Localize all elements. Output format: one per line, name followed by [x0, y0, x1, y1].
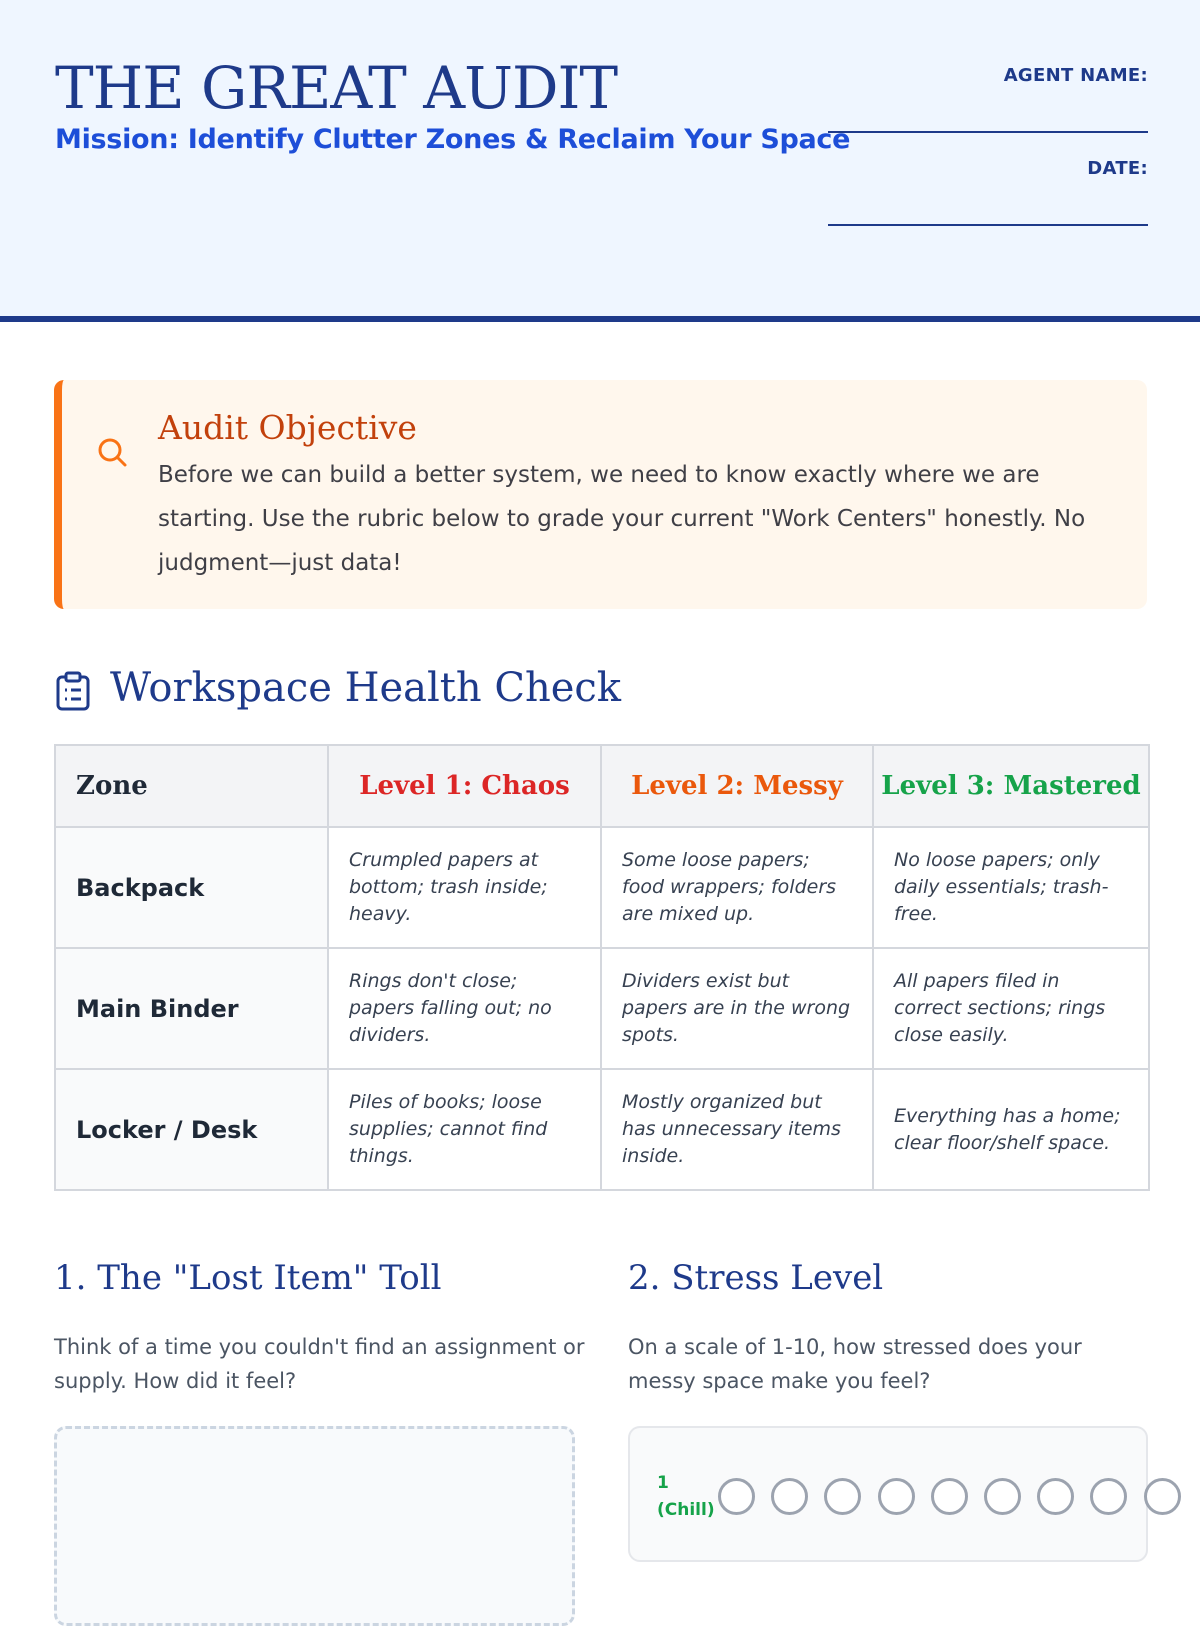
date-field[interactable]: [828, 224, 1148, 226]
question-2-title: 2. Stress Level: [628, 1258, 884, 1298]
chaos-cell: Rings don't close; papers falling out; no dividers.: [328, 948, 601, 1069]
stress-rating-option[interactable]: [718, 1478, 755, 1515]
table-row: [55, 948, 1149, 1069]
mastered-cell: Everything has a home; clear floor/shelf space.: [873, 1069, 1149, 1190]
rubric-header-row: [55, 745, 1149, 827]
column-header-mastered: Level 3: Mastered: [873, 745, 1149, 827]
stress-rating-option[interactable]: [824, 1478, 861, 1515]
messy-cell: Some loose papers; food wrappers; folders are mixed up.: [601, 827, 873, 948]
stress-rating-option[interactable]: [984, 1478, 1021, 1515]
column-header-chaos: Level 1: Chaos: [328, 745, 601, 827]
lost-item-answer-box[interactable]: [54, 1426, 575, 1626]
objective-title: Audit Objective: [158, 408, 417, 447]
clipboard-icon: [55, 671, 91, 715]
rubric-table: [54, 744, 1150, 1191]
column-header-zone: Zone: [55, 745, 328, 827]
health-check-title: Workspace Health Check: [110, 665, 622, 711]
mastered-cell: All papers filed in correct sections; rings close easily.: [873, 948, 1149, 1069]
page-header: [0, 0, 1200, 322]
mastered-cell: No loose papers; only daily essentials; trash-free.: [873, 827, 1149, 948]
messy-cell: Mostly organized but has unnecessary items inside.: [601, 1069, 873, 1190]
column-header-messy: Level 2: Messy: [601, 745, 873, 827]
chaos-cell: Piles of books; loose supplies; cannot find things.: [328, 1069, 601, 1190]
page-subtitle: Mission: Identify Clutter Zones & Reclaim Your Space: [55, 124, 851, 155]
agent-name-label: AGENT NAME:: [1003, 65, 1148, 86]
page-title: THE GREAT AUDIT: [55, 54, 618, 122]
zone-cell: Locker / Desk: [55, 1069, 328, 1190]
table-row: [55, 1069, 1149, 1190]
question-1-title: 1. The "Lost Item" Toll: [54, 1258, 442, 1298]
chaos-cell: Crumpled papers at bottom; trash inside; heavy.: [328, 827, 601, 948]
question-2-prompt: On a scale of 1-10, how stressed does your messy space make you feel?: [628, 1335, 1082, 1393]
agent-name-field[interactable]: [828, 131, 1148, 133]
objective-body: Before we can build a better system, we need to know exactly where we are starting. Use the rubric below to grade your current "Work Centers" honestly. No judgment—just data!: [158, 462, 1086, 576]
messy-cell: Dividers exist but papers are in the wrong spots.: [601, 948, 873, 1069]
stress-rating-option[interactable]: [771, 1478, 808, 1515]
stress-rating-option[interactable]: [931, 1478, 968, 1515]
stress-scale: [628, 1426, 1148, 1562]
date-label: DATE:: [1087, 158, 1148, 179]
search-icon: [95, 435, 131, 475]
stress-rating-option[interactable]: [1037, 1478, 1074, 1515]
zone-cell: Main Binder: [55, 948, 328, 1069]
stress-rating-option[interactable]: [878, 1478, 915, 1515]
audit-objective-callout: [54, 380, 1147, 609]
question-1-prompt: Think of a time you couldn't find an assignment or supply. How did it feel?: [54, 1335, 585, 1393]
zone-cell: Backpack: [55, 827, 328, 948]
stress-rating-option[interactable]: [1144, 1478, 1181, 1515]
stress-rating-option[interactable]: [1090, 1478, 1127, 1515]
scale-min-label: 1 (Chill): [657, 1473, 715, 1520]
table-row: [55, 827, 1149, 948]
